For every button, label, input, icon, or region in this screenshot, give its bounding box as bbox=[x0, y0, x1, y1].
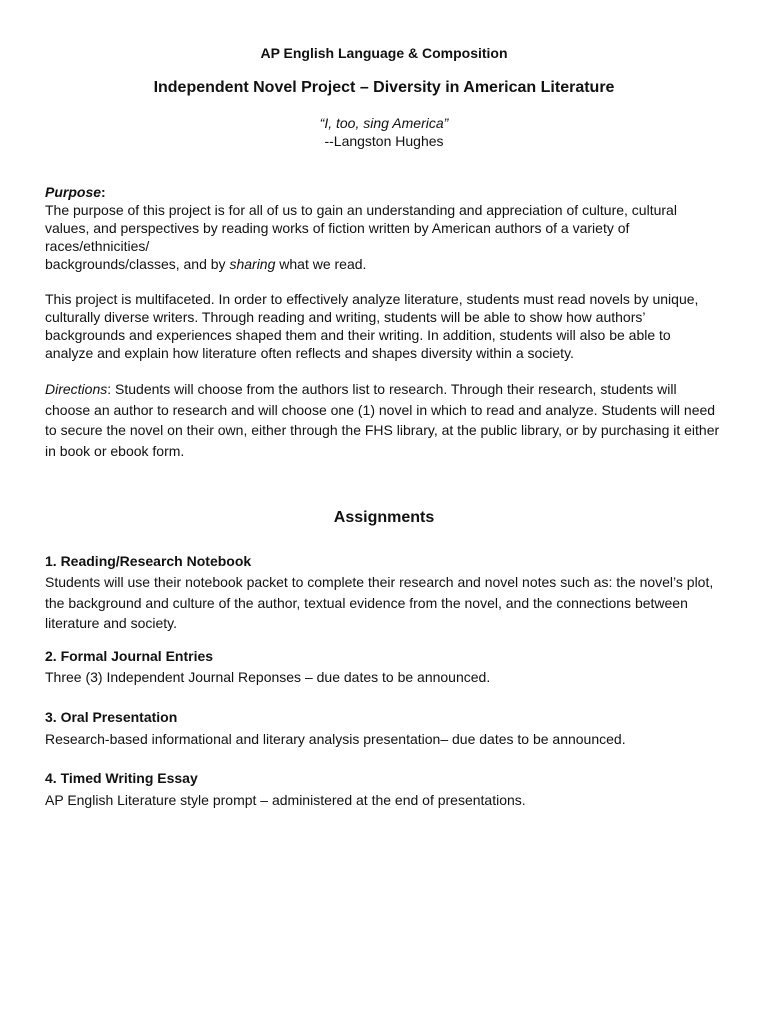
assignment-1-heading: 1. Reading/Research Notebook bbox=[45, 553, 252, 569]
assignment-3-heading: 3. Oral Presentation bbox=[45, 709, 178, 725]
course-title: AP English Language & Composition bbox=[260, 45, 508, 61]
assignment-4-heading: 4. Timed Writing Essay bbox=[45, 770, 198, 786]
purpose-paragraph-2: This project is multifaceted. In order to effectively analyze literature, students must read novels by unique, culturally diverse writers. Through reading and writing, students will be able to show how authors’ backgrounds and experiences shaped them and their writing. In addition, students will also be able to analyze and explain how literature often reflects and shapes diversity within a society. bbox=[45, 291, 699, 361]
assignment-4-body: AP English Literature style prompt – administered at the end of presentations. bbox=[45, 792, 526, 808]
purpose-colon: : bbox=[101, 184, 106, 200]
purpose-p1-line1: The purpose of this project is for all of us to gain an understanding and appreciation of culture, cultural values, and perspectives by reading works of fiction written by American authors of a variety of races/ethnicities/ bbox=[45, 202, 677, 254]
epigraph-quote: “I, too, sing America” bbox=[319, 115, 449, 131]
epigraph-attribution: --Langston Hughes bbox=[324, 133, 444, 149]
assignment-1-body: Students will use their notebook packet to complete their research and novel notes such as: the novel’s plot, the background and culture of the author, textual evidence from the novel, and the connections between literature and society. bbox=[45, 574, 714, 631]
project-title: Independent Novel Project – Diversity in American Literature bbox=[153, 79, 615, 96]
purpose-label: Purpose bbox=[45, 184, 102, 200]
assignment-2-body: Three (3) Independent Journal Reponses – due dates to be announced. bbox=[45, 669, 491, 685]
assignment-3-body: Research-based informational and literary analysis presentation– due dates to be announced. bbox=[45, 731, 626, 747]
purpose-p1-emphasis: sharing bbox=[229, 256, 276, 272]
purpose-heading bbox=[45, 183, 721, 201]
purpose-p1-line2-start: backgrounds/classes, and by bbox=[45, 256, 230, 272]
assignment-2-heading: 2. Formal Journal Entries bbox=[45, 648, 214, 664]
directions-label: Directions bbox=[45, 381, 108, 397]
purpose-p1-line2-end: what we read. bbox=[275, 256, 367, 272]
directions-paragraph bbox=[45, 379, 721, 461]
purpose-paragraph-1 bbox=[45, 201, 721, 273]
directions-text: : Students will choose from the authors list to research. Through their research, students will choose an author to research and will choose one (1) novel in which to read and analyze. Students will need to secure the novel on their own, either through the FHS library, at the public library, or by purchasing it either in book or ebook form. bbox=[45, 381, 720, 459]
assignments-heading: Assignments bbox=[333, 509, 435, 526]
